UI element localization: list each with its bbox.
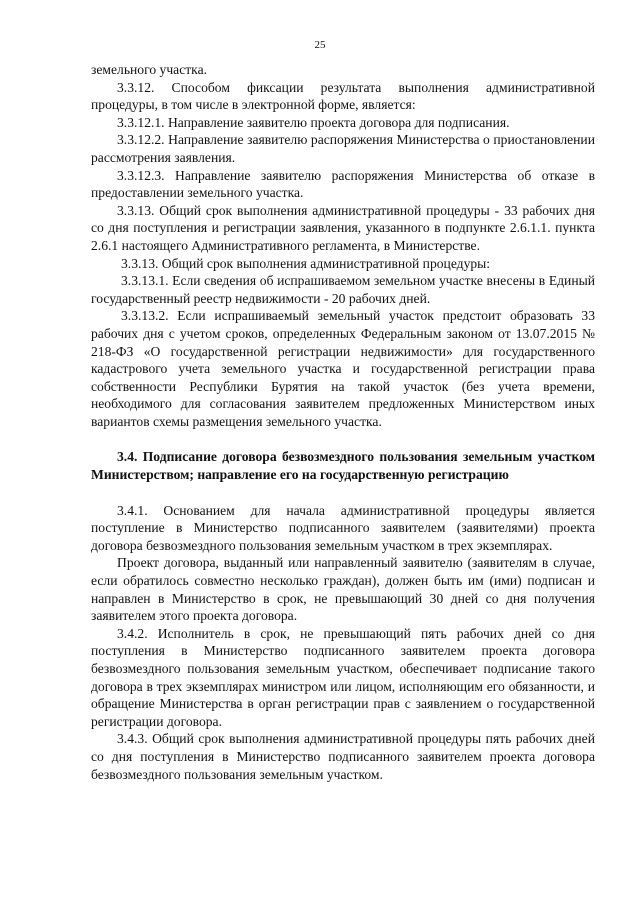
section-heading-3-4: 3.4. Подписание договора безвозмездного пользования земельным участком Министерством; направление его на государственную регистрацию [91, 449, 595, 483]
page-body [91, 61, 595, 783]
page-number: 25 [314, 39, 326, 51]
paragraph-draft-contract: Проект договора, выданный или направленный заявителю (заявителям в случае, если обратилось совместно несколько граждан), должен быть им (ими) подписан и направлен в Министерство в срок, не превышающий 30 дней со дня получения заявителем этого проекта договора. [91, 555, 595, 624]
paragraph-3-4-2: 3.4.2. Исполнитель в срок, не превышающий пять рабочих дней со дня поступления в Министерство подписанного заявителем проекта договора безвозмездного пользования земельным участком, обеспечивает подписание такого договора в трех экземплярах министром или лицом, исполняющим его обязанности, и обращение Министерства в орган регистрации прав с заявлением о государственной регистрации договора. [91, 625, 595, 729]
paragraph-3-3-12-1: 3.3.12.1. Направление заявителю проекта договора для подписания. [117, 114, 510, 130]
paragraph-3-3-13-b: 3.3.13. Общий срок выполнения административной процедуры: [121, 255, 491, 271]
paragraph-3-3-12-3: 3.3.12.3. Направление заявителю распоряжения Министерства об отказе в предоставлении земельного участка. [91, 167, 595, 201]
paragraph-3-3-13-2: 3.3.13.2. Если испрашиваемый земельный участок предстоит образовать 33 рабочих дня с учетом сроков, определенных Федеральным законом от 13.07.2015 № 218-ФЗ «О государственной регистрации недвижимости» для государственного кадастрового учета земельного участка и государственной регистрации права собственности Республики Бурятия на такой участок (без учета времени, необходимого для согласования заявителем предложенных Министерством иных вариантов схемы размещения земельного участка. [91, 308, 595, 429]
paragraph-3-3-12-2: 3.3.12.2. Направление заявителю распоряжения Министерства о приостановлении рассмотрения заявления. [91, 132, 595, 165]
paragraph-3-4-3: 3.4.3. Общий срок выполнения административной процедуры пять рабочих дней со дня поступления в Министерство подписанного заявителем проекта договора безвозмездного пользования земельным участком. [91, 731, 595, 782]
paragraph-3-4-1: 3.4.1. Основанием для начала административной процедуры является поступление в Министерство подписанного заявителем (заявителями) проекта договора безвозмездного пользования земельным участком в трех экземплярах. [91, 502, 595, 553]
paragraph-3-3-13-a: 3.3.13. Общий срок выполнения административной процедуры - 33 рабочих дня со дня поступления и регистрации заявления, указанного в подпункте 2.6.1.1. пункта 2.6.1 настоящего Административного регламента, в Министерстве. [91, 202, 595, 253]
paragraph-continuation: земельного участка. [91, 62, 207, 77]
paragraph-3-3-12: 3.3.12. Способом фиксации результата выполнения административной процедуры, в том числе в электронной форме, является: [91, 79, 595, 113]
paragraph-3-3-13-1: 3.3.13.1. Если сведения об испрашиваемом земельном участке внесены в Единый государственный реестр недвижимости - 20 рабочих дней. [91, 273, 595, 306]
